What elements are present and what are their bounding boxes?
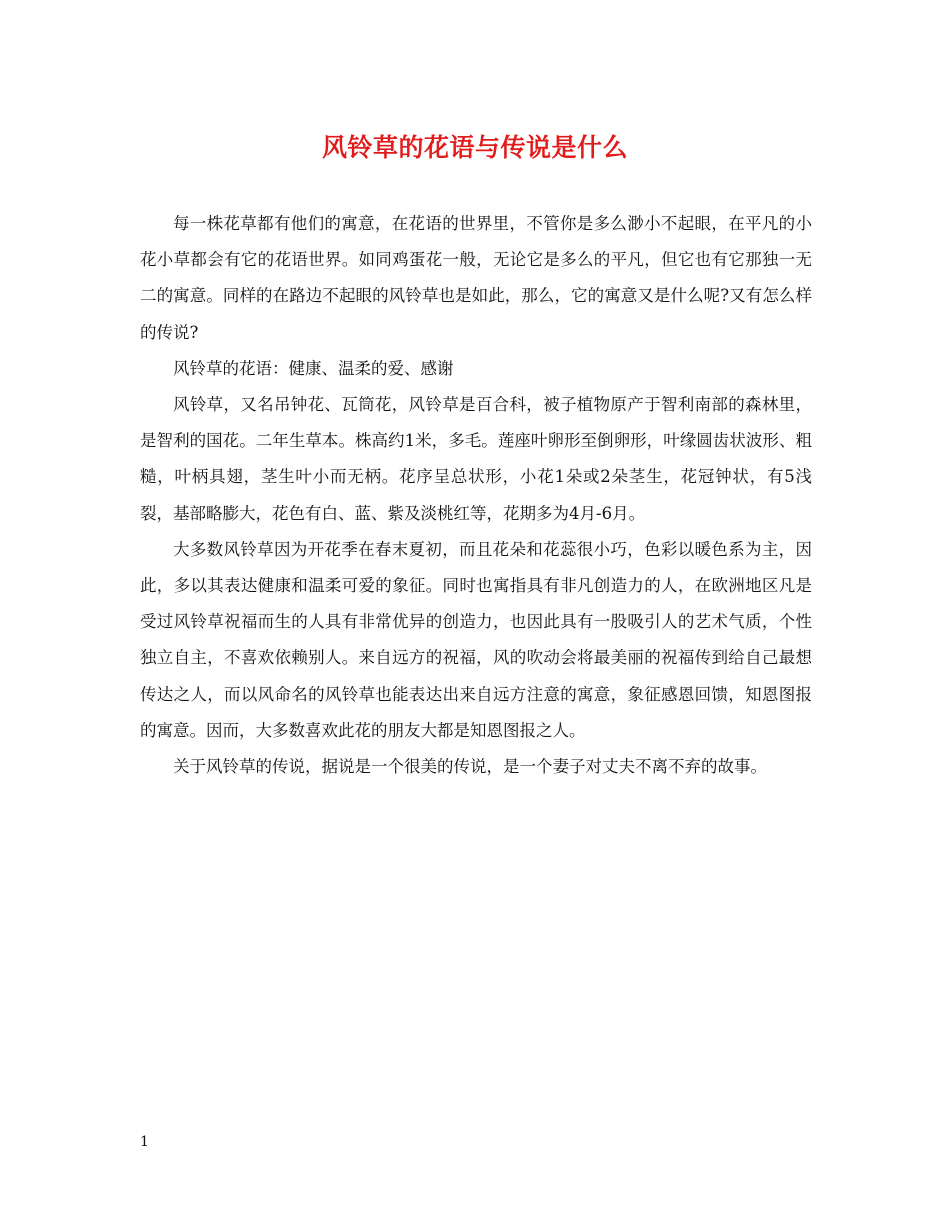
paragraph-intro: 每一株花草都有他们的寓意，在花语的世界里，不管你是多么渺小不起眼，在平凡的小花小草都会有它的花语世界。如同鸡蛋花一般，无论它是多么的平凡，但它也有它那独一无二的寓意。同样的在路边不起眼的风铃草也是如此，那么，它的寓意又是什么呢?又有怎么样的传说? (140, 214, 812, 342)
paragraph-description: 风铃草，又名吊钟花、瓦筒花，风铃草是百合科，被子植物原产于智利南部的森林里，是智利的国花。二年生草本。株高约1米，多毛。莲座叶卵形至倒卵形，叶缘圆齿状波形、粗糙，叶柄具翅，茎生叶小而无柄。花序呈总状形，小花1朵或2朵茎生，花冠钟状，有5浅裂，基部略膨大，花色有白、蓝、紫及淡桃红等，花期多为4月-6月。 (140, 395, 812, 523)
paragraph-symbolism: 大多数风铃草因为开花季在春末夏初，而且花朵和花蕊很小巧，色彩以暖色系为主，因此，多以其表达健康和温柔可爱的象征。同时也寓指具有非凡创造力的人，在欧洲地区凡是受过风铃草祝福而生的人具有非常优异的创造力，也因此具有一股吸引人的艺术气质，个性独立自主，不喜欢依赖别人。来自远方的祝福，风的吹动会将最美丽的祝福传到给自己最想传达之人，而以风命名的风铃草也能表达出来自远方注意的寓意，象征感恩回馈，知恩图报的寓意。因而，大多数喜欢此花的朋友大都是知恩图报之人。 (140, 539, 812, 740)
paragraph-flower-language: 风铃草的花语：健康、温柔的爱、感谢 (173, 358, 454, 378)
document-title: 风铃草的花语与传说是什么 (321, 133, 628, 162)
paragraph-legend: 关于风铃草的传说，据说是一个很美的传说，是一个妻子对丈夫不离不弃的故事。 (173, 757, 767, 777)
document-body (140, 206, 812, 785)
page-number: 1 (140, 1134, 149, 1150)
